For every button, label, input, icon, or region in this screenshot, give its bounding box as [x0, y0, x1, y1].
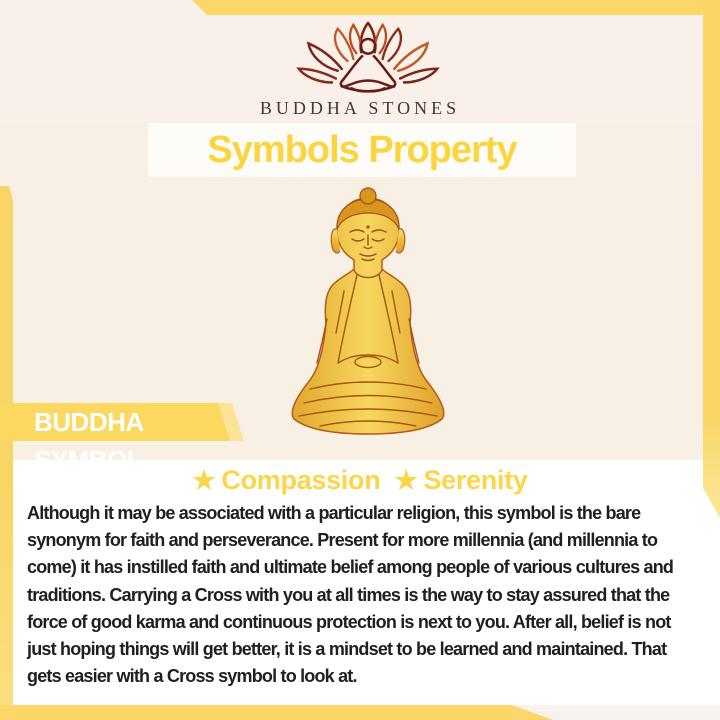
brand-name: BUDDHA STONES [259, 98, 461, 118]
star-icon: ★ [394, 464, 418, 495]
symbol-tag-banner [0, 403, 244, 475]
golden-buddha-illustration [280, 183, 456, 439]
lotus-meditation-logo-icon [293, 20, 443, 100]
symbol-tag-label: BUDDHA SYMBOL [34, 407, 143, 475]
star-icon: ★ [192, 464, 216, 495]
property-label-serenity: Serenity [423, 464, 528, 495]
description-paragraph: Although it may be associated with a particular religion, this symbol is the bare synonym for faith and perseverance. Present for more millennia (and millennia to come) it has instilled faith and ultimate belief among people of various cultures and traditions. Carrying a Cross with you at all times is the way to stay assured that the force of good karma and continuous protection is next to you. After all, belief is not just hoping things will get better, it is a mindset to be learned and maintained. That gets easier with a Cross symbol to look at. [27, 503, 674, 687]
frame-bottom-bar [0, 705, 560, 720]
frame-left-bar [0, 186, 13, 720]
properties-heading [0, 461, 720, 499]
page-title: Symbols Property [207, 128, 517, 171]
property-label-compassion: Compassion [221, 464, 381, 495]
frame-right-bar [703, 0, 720, 518]
title-box [148, 123, 576, 177]
